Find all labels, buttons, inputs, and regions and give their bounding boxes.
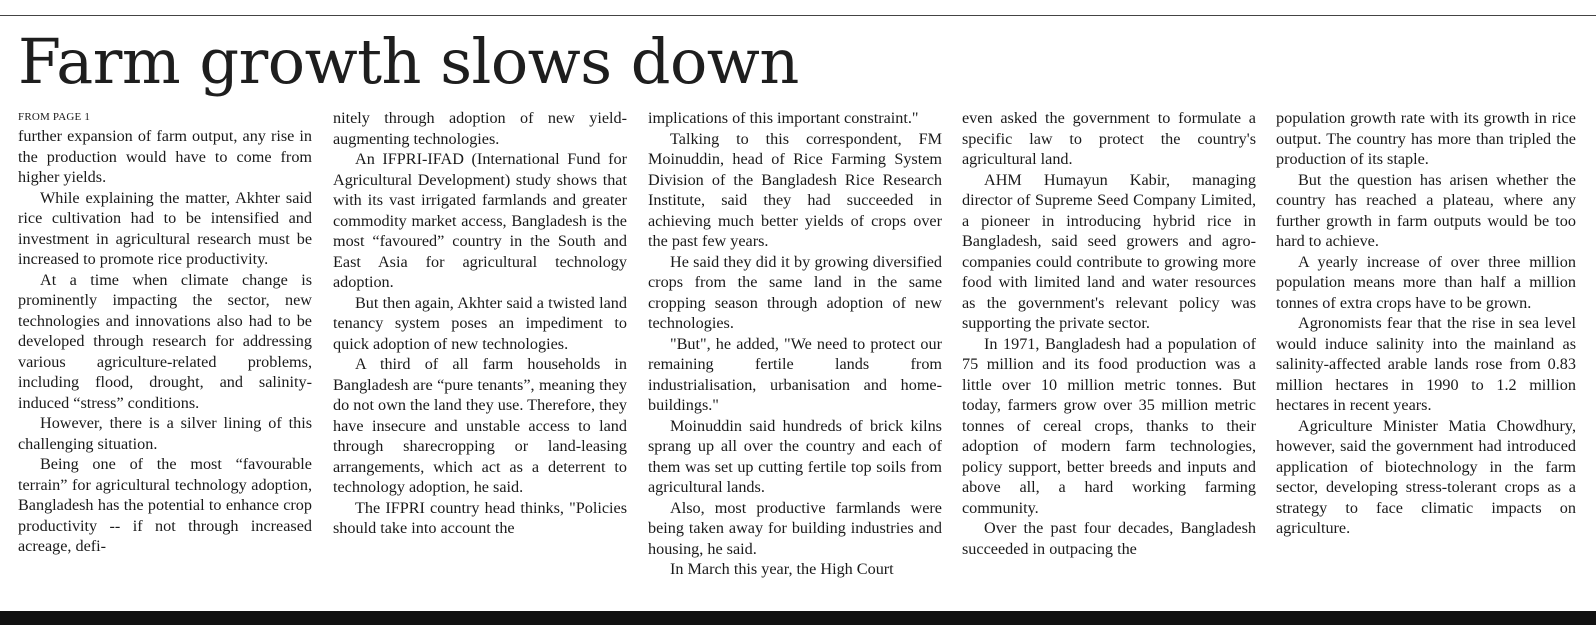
paragraph: AHM Humayun Kabir, managing director of Supreme Seed Company Limited, a pioneer in introducing hybrid rice in Bangladesh, said seed growers and agro-companies could contribute to growing more food with limited land and water resources as the government's relevant policy was supporting the private sector. <box>962 170 1256 332</box>
paragraph: A yearly increase of over three million population means more than half a million tonnes of extra crops have to be grown. <box>1276 252 1576 312</box>
paragraph: further expansion of farm output, any rise in the production would have to come from higher yields. <box>18 127 312 186</box>
paragraph: Over the past four decades, Bangladesh succeeded in outpacing the <box>962 519 1256 558</box>
article-column-2 <box>333 108 627 608</box>
paragraph: At a time when climate change is prominently impacting the sector, new technologies and innovations also had to be developed through research for addressing various agriculture-related problems, including flood, drought, and salinity-induced “stress” conditions. <box>18 270 312 412</box>
paragraph: A third of all farm households in Bangladesh are “pure tenants”, meaning they do not own the land they use. Therefore, they have insecure and unstable access to land through sharecropping or land-leasing arrangements, which act as a deterrent to technology adoption, he said. <box>333 355 627 496</box>
paragraph: But then again, Akhter said a twisted land tenancy system poses an impediment to quick adoption of new technologies. <box>333 293 627 353</box>
paragraph: "But", he added, "We need to protect our remaining fertile lands from industrialisation, urbanisation and home-buildings." <box>648 334 942 414</box>
paragraph: implications of this important constraint." <box>648 109 919 127</box>
article-column-1 <box>18 108 312 608</box>
paragraph: But the question has arisen whether the country has reached a plateau, where any further growth in farm outputs would be too hard to achieve. <box>1276 170 1576 250</box>
top-rule <box>0 15 1596 16</box>
bottom-edge-bar <box>0 611 1596 625</box>
paragraph: Moinuddin said hundreds of brick kilns sprang up all over the country and each of them was set up cutting fertile top soils from agricultural lands. <box>648 416 942 496</box>
paragraph: In March this year, the High Court <box>670 560 894 578</box>
paragraph: The IFPRI country head thinks, "Policies should take into account the <box>333 498 627 537</box>
paragraph: However, there is a silver lining of this challenging situation. <box>18 414 312 453</box>
paragraph: Agriculture Minister Matia Chowdhury, however, said the government had introduced application of biotechnology in the farm sector, developing stress-tolerant crops as a strategy to face climatic impacts on agriculture. <box>1276 416 1576 537</box>
paragraph: Being one of the most “favourable terrain” for agricultural technology adoption, Bangladesh has the potential to enhance crop productivity -- if not through increased acreage, defi- <box>18 455 312 555</box>
paragraph: even asked the government to formulate a specific law to protect the country's agricultural land. <box>962 109 1256 168</box>
paragraph: He said they did it by growing diversified crops from the same land in the same cropping season through adoption of new technologies. <box>648 252 942 332</box>
article-column-4 <box>962 108 1256 608</box>
from-page-label: FROM PAGE 1 <box>18 111 91 123</box>
paragraph: population growth rate with its growth in rice output. The country has more than tripled the production of its staple. <box>1276 109 1576 168</box>
paragraph: Talking to this correspondent, FM Moinuddin, head of Rice Farming System Division of the Bangladesh Rice Research Institute, said they had succeeded in achieving much better yields of crops over the past few years. <box>648 129 942 250</box>
paragraph: nitely through adoption of new yield-augmenting technologies. <box>333 109 627 148</box>
headline: Farm growth slows down <box>18 25 799 98</box>
paragraph: In 1971, Bangladesh had a population of 75 million and its food production was a little over 10 million metric tonnes. But today, farmers grow over 35 million metric tonnes of cereal crops, thanks to their adoption of modern farm technologies, policy support, better breeds and inputs and above all, a hard working farming community. <box>962 334 1256 517</box>
article-column-5 <box>1276 108 1576 608</box>
article-column-3 <box>648 108 942 608</box>
paragraph: Also, most productive farmlands were being taken away for building industries and housing, he said. <box>648 498 942 558</box>
paragraph: Agronomists fear that the rise in sea level would induce salinity into the mainland as salinity-affected arable lands rose from 0.83 million hectares in 1990 to 1.2 million hectares in recent years. <box>1276 314 1576 414</box>
paragraph: An IFPRI-IFAD (International Fund for Agricultural Development) study shows that with its vast irrigated farmlands and greater commodity market access, Bangladesh is the most “favoured” country in the South and East Asia for agricultural technology adoption. <box>333 150 627 291</box>
paragraph: While explaining the matter, Akhter said rice cultivation had to be intensified and investment in agricultural research must be increased to promote rice productivity. <box>18 188 312 268</box>
article-body <box>0 108 1596 608</box>
